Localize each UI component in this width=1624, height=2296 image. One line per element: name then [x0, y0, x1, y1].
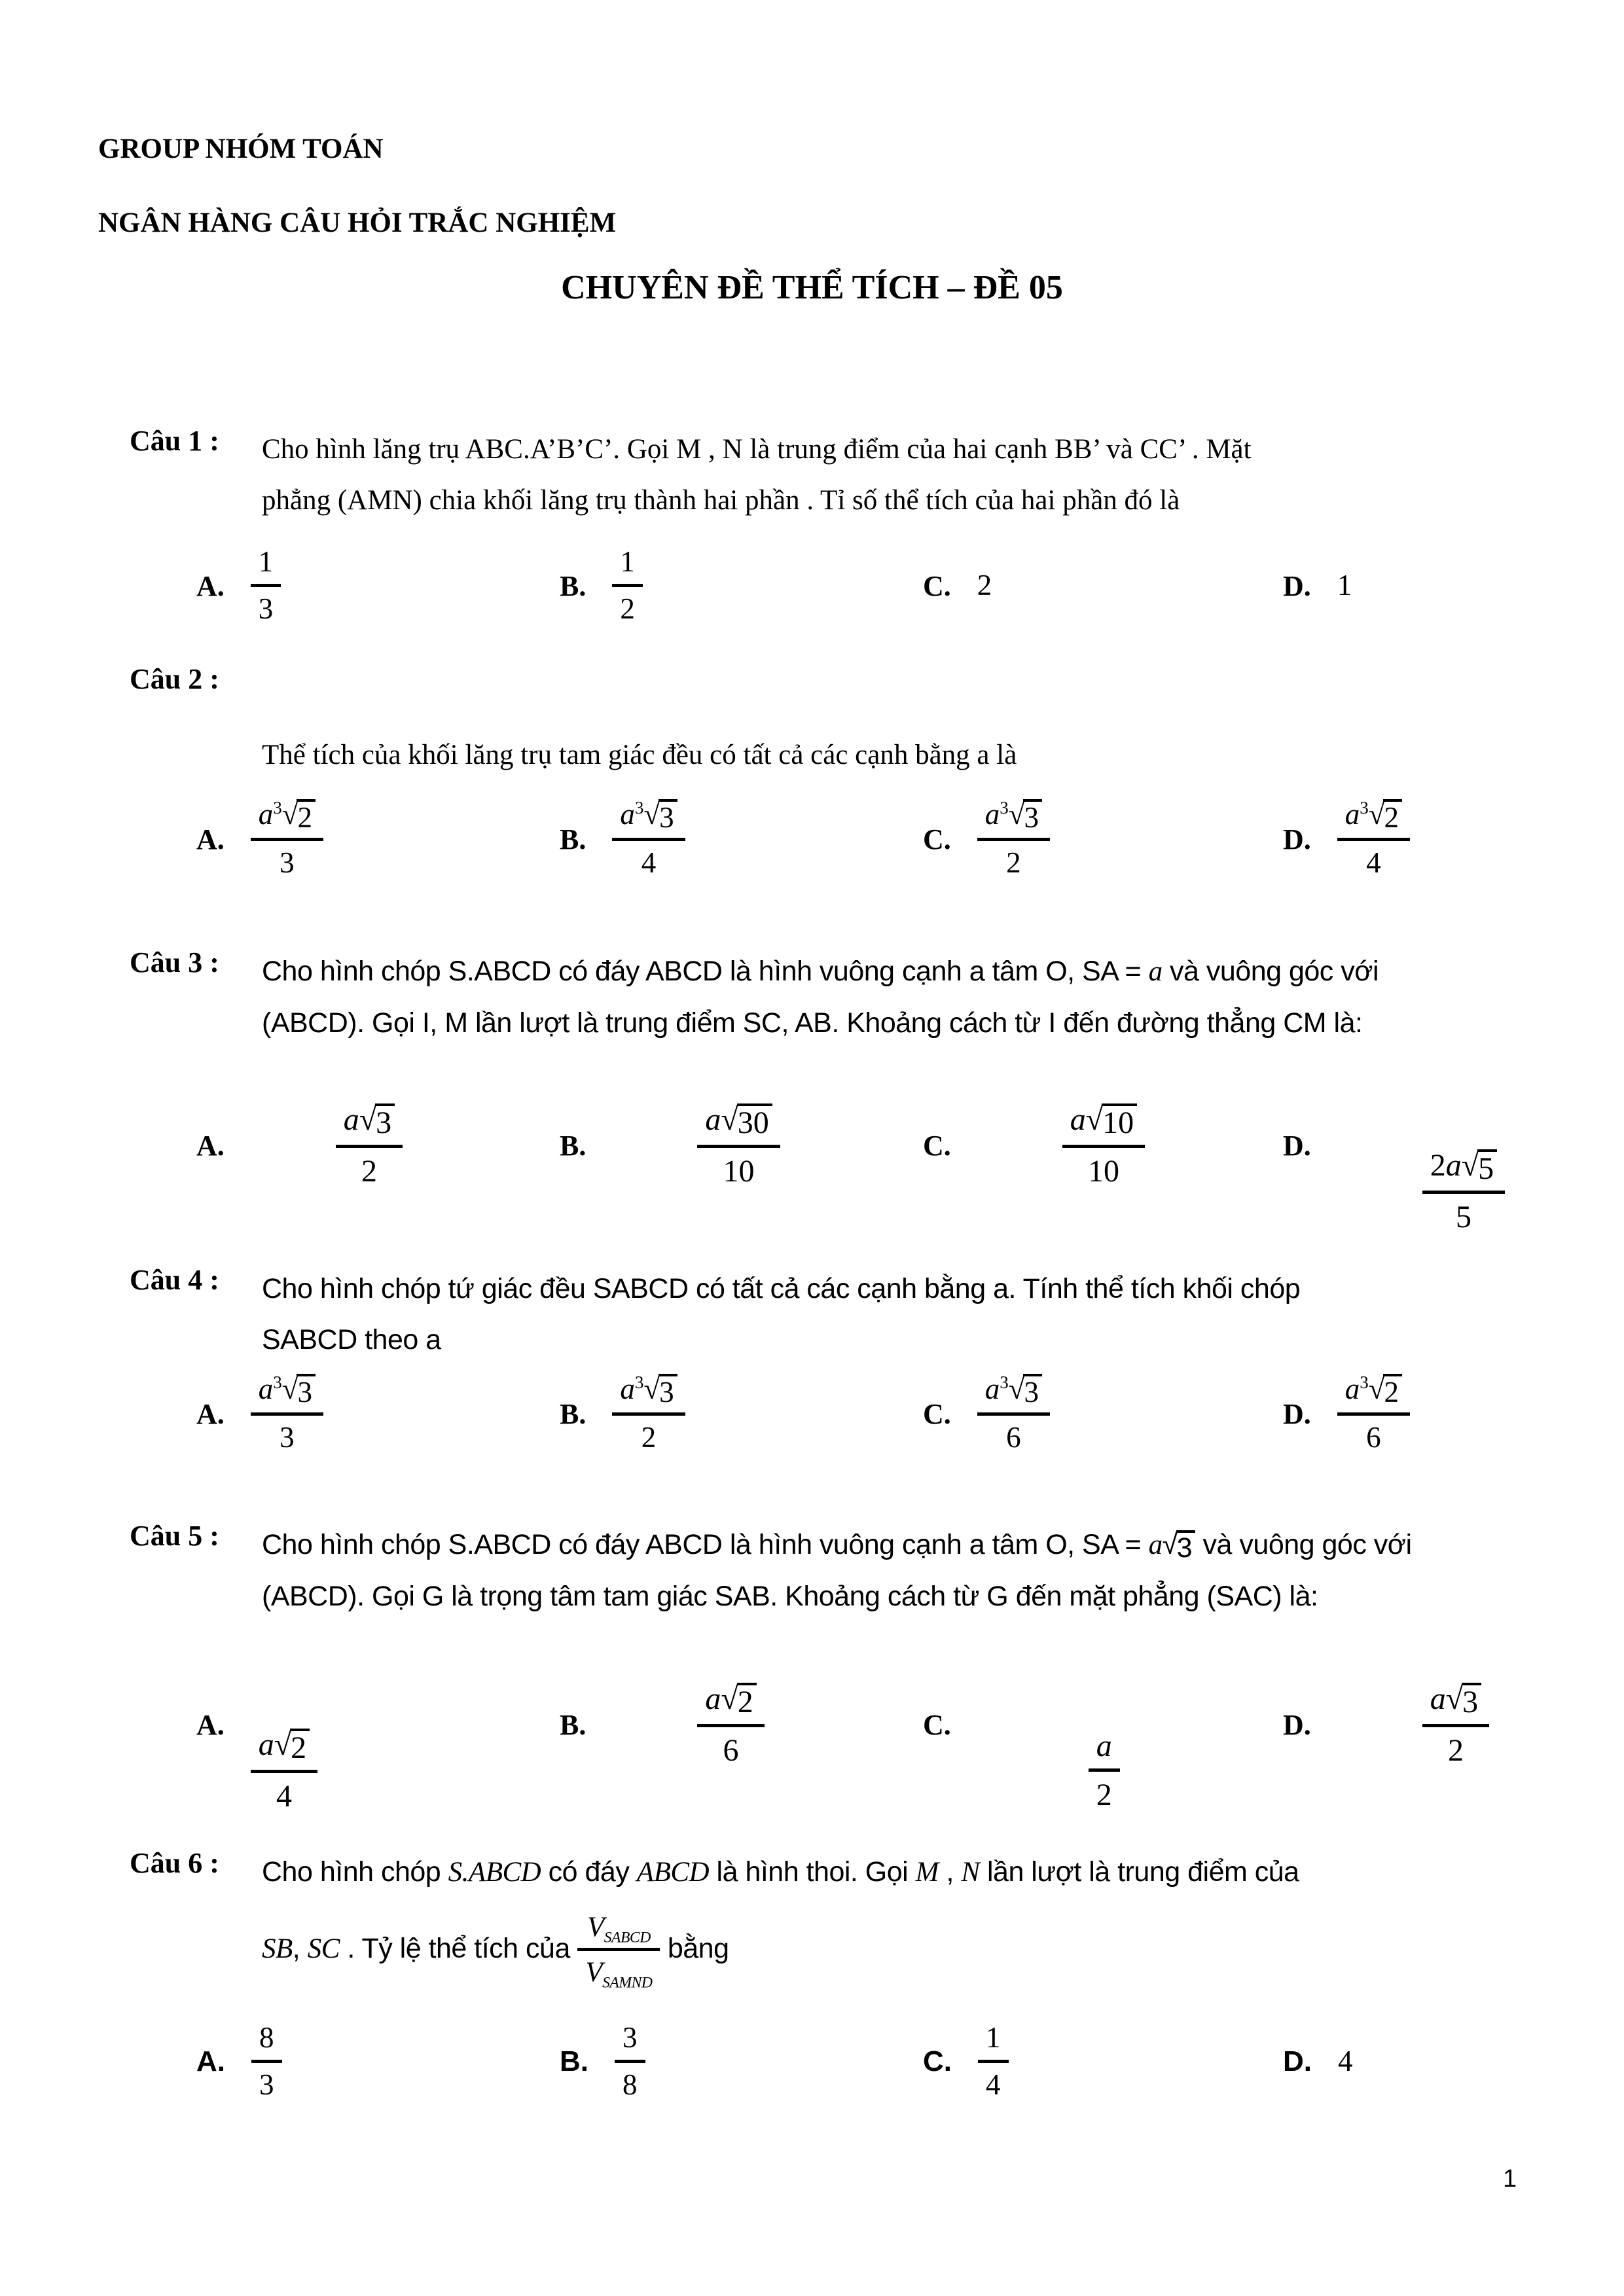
- question-5-options: [0, 1679, 1624, 1814]
- fraction: $a^3$ √ 3 6: [977, 1372, 1050, 1455]
- sqrt-radical: √ 2: [274, 1729, 310, 1765]
- fraction: $a^3$ √ 3 2: [612, 1372, 685, 1455]
- option-c-label: C.: [923, 1129, 951, 1162]
- option-b-value: [697, 1102, 780, 1189]
- option-d-label: D.: [1283, 823, 1311, 855]
- option-c-label: C.: [923, 1397, 951, 1430]
- question-6-label: Câu 6 :: [130, 1847, 219, 1879]
- option-c-label: C.: [923, 2045, 952, 2077]
- question-3-line-2: (ABCD). Gọi I, M lần lượt là trung điểm SC, AB. Khoảng cách từ I đến đường thẳng CM là:: [262, 1007, 1363, 1039]
- option-c-label: C.: [923, 569, 951, 602]
- option-c-label: C.: [923, 1708, 951, 1741]
- option-a-value: [251, 2021, 282, 2102]
- option-d-label: D.: [1283, 1397, 1311, 1430]
- question-4-line-1: Cho hình chóp tứ giác đều SABCD có tất cả các cạnh bằng a. Tính thể tích khối chóp: [262, 1273, 1301, 1304]
- question-5-line-1: Cho hình chóp S.ABCD có đáy ABCD là hình vuông cạnh a tâm O, SA = a √ 3 và vuông góc với: [262, 1529, 1412, 1564]
- option-b-label: B.: [560, 1129, 586, 1162]
- question-4-option-d: [1283, 1368, 1410, 1460]
- question-5-option-c: [923, 1679, 1120, 1812]
- sqrt-radical: √ 30: [721, 1103, 772, 1139]
- question-4-text: [262, 1263, 1591, 1365]
- question-4-line-2: SABCD theo a: [262, 1324, 441, 1355]
- option-a-label: A.: [196, 569, 225, 602]
- fraction: $a^3$ √ 3 2: [977, 798, 1050, 880]
- option-b-value: [615, 2021, 645, 2102]
- option-b-label: B.: [560, 1397, 586, 1430]
- question-5-option-b: [560, 1679, 765, 1770]
- option-a-label: A.: [196, 1129, 225, 1162]
- question-3-options: [0, 1100, 1624, 1234]
- sqrt-radical: √ 3: [1446, 1683, 1481, 1719]
- fraction: 1 4: [978, 2021, 1009, 2102]
- question-6-text: [262, 1846, 1591, 1992]
- option-a-label: A.: [196, 2045, 225, 2077]
- option-d-value: 4: [1338, 2045, 1353, 2078]
- question-3-line-1: Cho hình chóp S.ABCD có đáy ABCD là hình vuông cạnh a tâm O, SA = a và vuông góc với: [262, 956, 1379, 987]
- question-6-line-1: Cho hình chóp S.ABCD có đáy ABCD là hình thoi. Gọi M , N lần lượt là trung điểm của: [262, 1856, 1299, 1888]
- fraction: 8 3: [251, 2021, 282, 2102]
- fraction: a √ 3 2: [1422, 1681, 1489, 1768]
- question-1-option-b: [560, 540, 643, 632]
- option-d-value: [1337, 798, 1410, 880]
- doc-title: CHUYÊN ĐỀ THỂ TÍCH – ĐỀ 05: [561, 269, 1063, 306]
- sqrt-radical: √ 10: [1086, 1103, 1137, 1139]
- question-3-option-b: [560, 1100, 780, 1191]
- option-a-value: [251, 1727, 317, 1814]
- fraction: 1 2: [612, 545, 643, 626]
- question-1-option-a: [196, 540, 281, 632]
- question-3-label: Câu 3 :: [130, 946, 219, 978]
- fraction: $a^3$ √ 3 3: [251, 1372, 323, 1455]
- fraction: a 2: [1089, 1728, 1120, 1813]
- question-1-label: Câu 1 :: [130, 425, 219, 457]
- sqrt-radical: √ 3: [359, 1103, 395, 1139]
- sqrt-radical: √ 5: [1462, 1149, 1497, 1185]
- question-2-option-b: [560, 793, 685, 885]
- option-d-label: D.: [1283, 569, 1311, 602]
- fraction: 2a √ 5 5: [1422, 1147, 1505, 1235]
- option-b-value: [697, 1681, 764, 1768]
- question-2-option-c: [923, 793, 1050, 885]
- question-2-option-a: [196, 793, 323, 885]
- option-c-value: [977, 798, 1050, 880]
- sqrt-radical: √ 3: [643, 799, 677, 833]
- option-c-value: [1062, 1102, 1145, 1189]
- question-1-text: [262, 424, 1591, 526]
- question-1-option-d: [1283, 540, 1352, 632]
- question-6-line-2: SB, SC . Tỷ lệ thể tích của $V_{SABCD}$ $V_{SAMND}$ bằng: [262, 1912, 729, 1992]
- option-c-value: 2: [977, 569, 992, 602]
- sqrt-radical: √ 2: [282, 799, 316, 833]
- question-4-options: [0, 1368, 1624, 1460]
- option-b-value: [612, 1372, 685, 1455]
- question-5-option-a: [196, 1679, 317, 1814]
- option-a-value: [251, 798, 323, 880]
- option-d-value: [1422, 1147, 1505, 1235]
- option-c-value: [977, 1372, 1050, 1455]
- question-1-line-1: Cho hình lăng trụ ABC.A’B’C’. Gọi M , N là trung điểm của hai cạnh BB’ và CC’ . Mặt: [262, 434, 1252, 465]
- question-3-text: [262, 946, 1591, 1049]
- question-6-option-d: [1283, 2016, 1353, 2108]
- option-b-value: [612, 545, 643, 626]
- option-b-label: B.: [560, 2045, 588, 2077]
- option-a-value: [251, 1372, 323, 1455]
- option-c-label: C.: [923, 823, 951, 855]
- sqrt-radical: √ 3: [1009, 1374, 1042, 1408]
- question-2-options: [0, 793, 1624, 885]
- question-1-options: [0, 540, 1624, 632]
- fraction: a √ 2 6: [697, 1681, 764, 1768]
- option-d-label: D.: [1283, 2045, 1312, 2077]
- option-a-label: A.: [196, 1708, 225, 1741]
- sqrt-radical: √ 3: [1009, 799, 1042, 833]
- org-name: GROUP NHÓM TOÁN: [98, 134, 384, 164]
- question-6-option-c: [923, 2016, 1009, 2108]
- option-a-value: [251, 545, 281, 626]
- fraction: a √ 3 2: [336, 1102, 403, 1189]
- fraction: a √ 30 10: [697, 1102, 780, 1189]
- sqrt-radical: √ 2: [1369, 1374, 1402, 1408]
- question-3-option-d: [1283, 1100, 1505, 1234]
- option-b-label: B.: [560, 1708, 586, 1741]
- option-a-label: A.: [196, 1397, 225, 1430]
- question-6-options: [0, 2016, 1624, 2108]
- question-5-label: Câu 5 :: [130, 1520, 219, 1552]
- question-2-text: [262, 730, 1591, 781]
- fraction: 1 3: [251, 545, 281, 626]
- question-5-line-2: (ABCD). Gọi G là trọng tâm tam giác SAB. Khoảng cách từ G đến mặt phẳng (SAC) là:: [262, 1581, 1318, 1612]
- question-6-option-b: [560, 2016, 645, 2108]
- option-d-value: 1: [1337, 569, 1352, 602]
- fraction: 3 8: [615, 2021, 645, 2102]
- option-d-label: D.: [1283, 1708, 1311, 1741]
- question-5-text: [262, 1519, 1591, 1622]
- fraction: a √ 10 10: [1062, 1102, 1145, 1189]
- fraction: $a^3$ √ 2 4: [1337, 798, 1410, 880]
- question-3-option-a: [196, 1100, 403, 1191]
- option-b-label: B.: [560, 569, 586, 602]
- question-4-option-c: [923, 1368, 1050, 1460]
- question-3-option-c: [923, 1100, 1145, 1191]
- question-1-line-2: phẳng (AMN) chia khối lăng trụ thành hai phần . Tỉ số thể tích của hai phần đó là: [262, 485, 1180, 516]
- sqrt-radical: √ 2: [721, 1683, 756, 1719]
- sqrt-radical: √ 2: [1369, 799, 1402, 833]
- option-d-value: [1422, 1681, 1489, 1768]
- option-d-label: D.: [1283, 1129, 1311, 1162]
- fraction: $a^3$ √ 3 4: [612, 798, 685, 880]
- sqrt-radical: √ 3: [643, 1374, 677, 1408]
- question-5-option-d: [1283, 1679, 1489, 1770]
- sqrt-radical: √ 3: [282, 1374, 316, 1408]
- option-b-label: B.: [560, 823, 586, 855]
- option-c-value: [978, 2021, 1009, 2102]
- fraction: $a^3$ √ 2 6: [1337, 1372, 1410, 1455]
- question-2-line-1: Thể tích của khối lăng trụ tam giác đều có tất cả các cạnh bằng a là: [262, 740, 1017, 770]
- question-2-label: Câu 2 :: [130, 663, 219, 695]
- option-c-value: [1089, 1728, 1120, 1813]
- option-b-value: [612, 798, 685, 880]
- option-d-value: [1337, 1372, 1410, 1455]
- fraction: a √ 2 4: [251, 1727, 317, 1814]
- question-4-label: Câu 4 :: [130, 1264, 219, 1296]
- question-4-option-b: [560, 1368, 685, 1460]
- question-6-option-a: [196, 2016, 282, 2108]
- option-a-value: [336, 1102, 403, 1189]
- page-number: 1: [1503, 2165, 1517, 2193]
- question-1-option-c: [923, 540, 992, 632]
- fraction: $a^3$ √ 2 3: [251, 798, 323, 880]
- sqrt-radical: √ 3: [1163, 1530, 1196, 1563]
- question-2-option-d: [1283, 793, 1410, 885]
- option-a-label: A.: [196, 823, 225, 855]
- doc-subtitle: NGÂN HÀNG CÂU HỎI TRẮC NGHIỆM: [98, 207, 617, 238]
- question-4-option-a: [196, 1368, 323, 1460]
- fraction: $V_{SABCD}$ $V_{SAMND}$: [577, 1911, 660, 1989]
